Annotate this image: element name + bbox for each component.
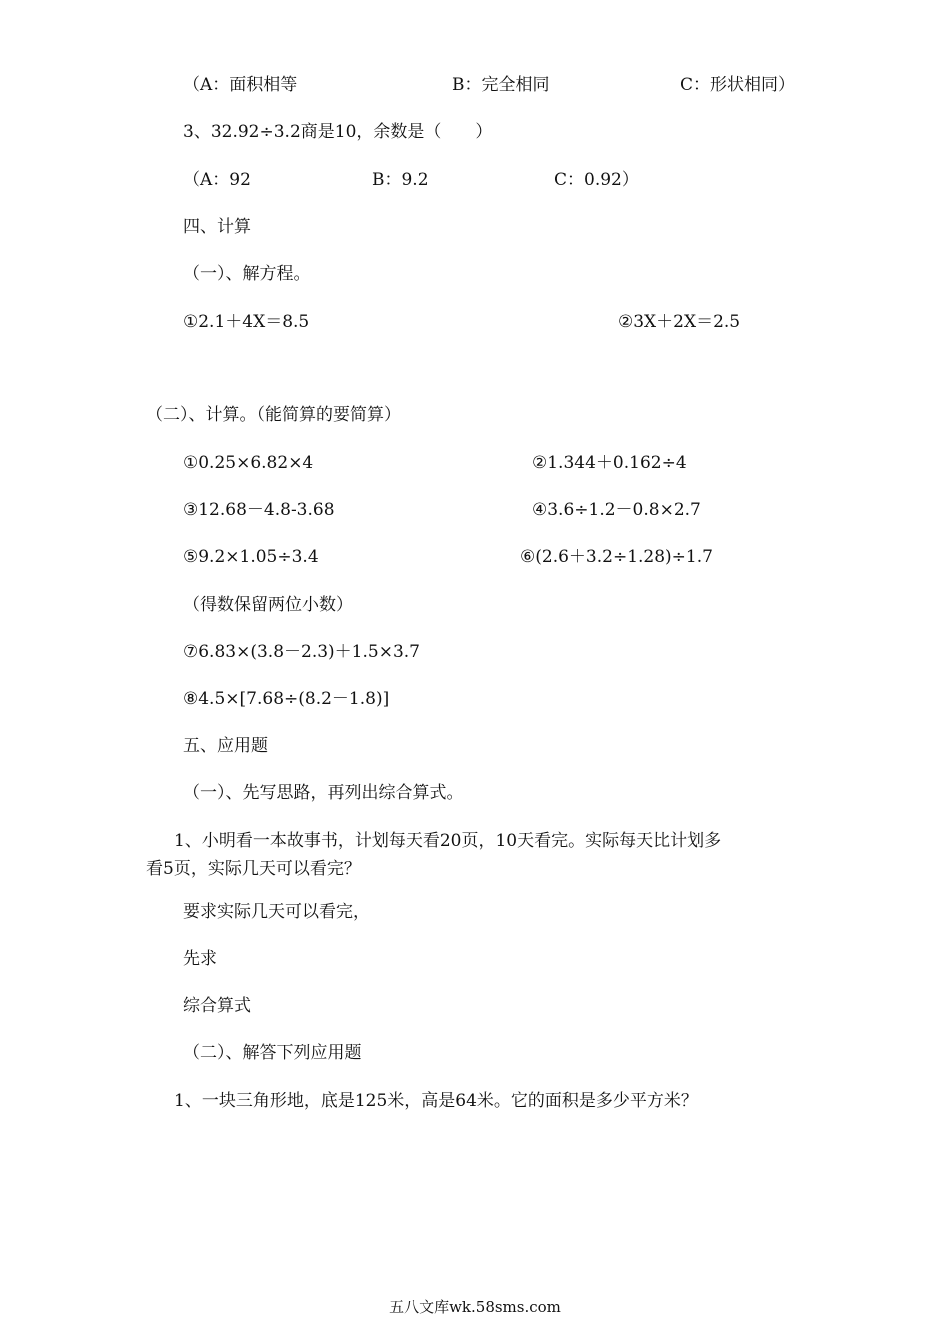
equation-2: ②3X＋2X＝2.5 bbox=[618, 312, 741, 332]
calc-1: ①0.25×6.82×4 bbox=[183, 453, 314, 473]
q3-stem: 3、32.92÷3.2商是10，余数是（ ） bbox=[183, 122, 493, 142]
calc-5: ⑤9.2×1.05÷3.4 bbox=[183, 547, 319, 567]
calc-2: ②1.344＋0.162÷4 bbox=[532, 453, 687, 473]
q3-option-a: （A：92 bbox=[183, 170, 251, 190]
equation-1: ①2.1＋4X＝8.5 bbox=[183, 312, 310, 332]
q2-option-b: B：完全相同 bbox=[452, 75, 550, 95]
section-4-part-1-title: （一）、解方程。 bbox=[183, 264, 311, 284]
calc-4: ④3.6÷1.2－0.8×2.7 bbox=[532, 500, 701, 520]
calc-8: ⑧4.5×[7.68÷(8.2－1.8)] bbox=[183, 689, 390, 709]
q3-option-b: B：9.2 bbox=[372, 170, 429, 190]
calc-6: ⑥(2.6＋3.2÷1.28)÷1.7 bbox=[520, 547, 713, 567]
q2-option-c: C：形状相同） bbox=[680, 75, 796, 95]
section-5-title: 五、应用题 bbox=[183, 736, 268, 756]
problem-1-line-2: 看5页，实际几天可以看完？ bbox=[146, 859, 361, 879]
q3-option-c: C：0.92） bbox=[554, 170, 639, 190]
q2-option-a: （A：面积相等 bbox=[183, 75, 298, 95]
rounding-note: （得数保留两位小数） bbox=[183, 595, 353, 615]
calc-7: ⑦6.83×(3.8－2.3)＋1.5×3.7 bbox=[183, 642, 420, 662]
section-4-part-2-title: （二）、计算。（能简算的要简算） bbox=[146, 405, 401, 425]
formula-label: 综合算式 bbox=[183, 996, 251, 1016]
problem-2: 1、一块三角形地，底是125米，高是64米。它的面积是多少平方米？ bbox=[174, 1091, 698, 1111]
requirement-text: 要求实际几天可以看完， bbox=[183, 902, 370, 922]
problem-1-line-1: 1、小明看一本故事书，计划每天看20页，10天看完。实际每天比计划多 bbox=[174, 831, 722, 851]
section-5-part-1-title: （一）、先写思路，再列出综合算式。 bbox=[183, 783, 464, 803]
first-step-text: 先求 bbox=[183, 949, 217, 969]
calc-3: ③12.68－4.8-3.68 bbox=[183, 500, 335, 520]
section-5-part-2-title: （二）、解答下列应用题 bbox=[183, 1043, 362, 1063]
footer-watermark: 五八文库wk.58sms.com bbox=[389, 1298, 561, 1316]
section-4-title: 四、计算 bbox=[183, 217, 251, 237]
